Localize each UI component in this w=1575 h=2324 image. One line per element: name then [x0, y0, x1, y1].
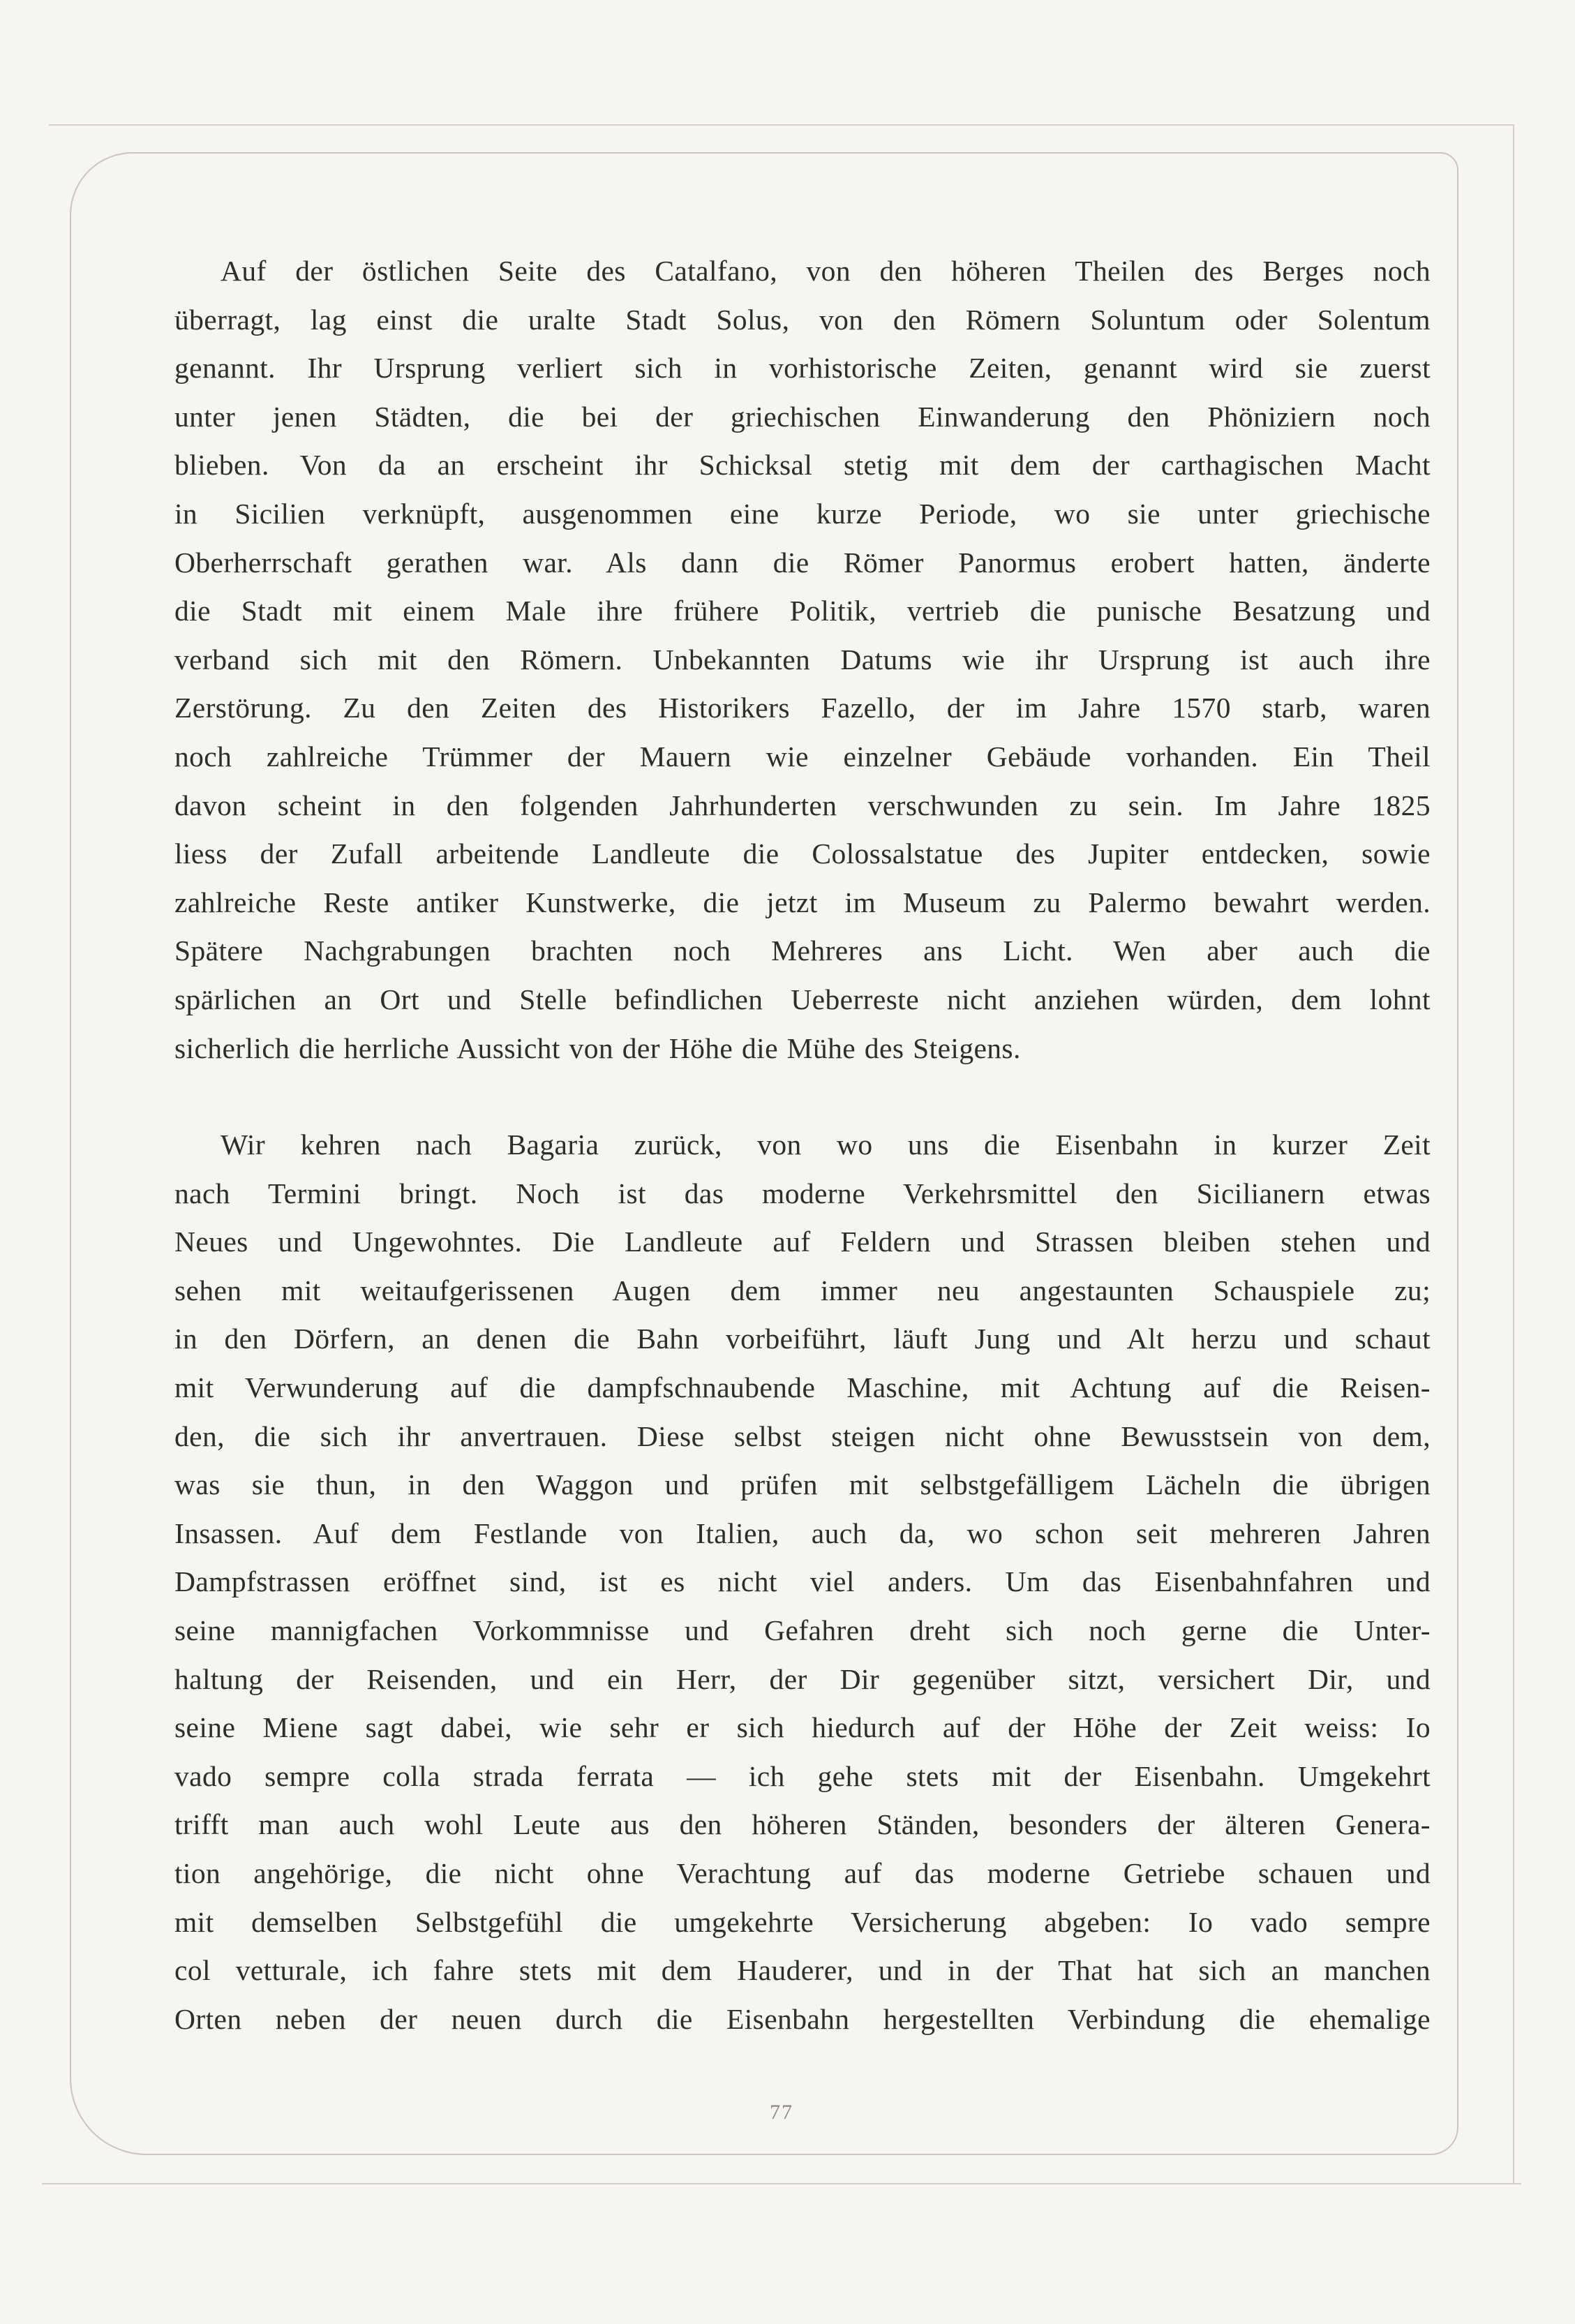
text-line: verband sich mit den Römern. Unbekannten Datums wie ihr Ursprung ist auch ihre — [174, 643, 1431, 676]
text-line: Dampfstrassen eröffnet sind, ist es nicht viel anders. Um das Eisenbahnfahren und — [174, 1565, 1431, 1598]
text-line: trifft man auch wohl Leute aus den höheren Ständen, besonders der älteren Genera- — [174, 1808, 1431, 1841]
text-line: seine mannigfachen Vorkommnisse und Gefahren dreht sich noch gerne die Unter- — [174, 1614, 1431, 1646]
text-line: Wir kehren nach Bagaria zurück, von wo uns die Eisenbahn in kurzer Zeit — [221, 1129, 1431, 1161]
text-line: liess der Zufall arbeitende Landleute die Colossalstatue des Jupiter entdecken, sowie — [174, 837, 1431, 870]
text-line: noch zahlreiche Trümmer der Mauern wie einzelner Gebäude vorhanden. Ein Theil — [174, 740, 1431, 773]
text-line: was sie thun, in den Waggon und prüfen mit selbstgefälligem Lächeln die übrigen — [174, 1468, 1431, 1501]
text-line: spärlichen an Ort und Stelle befindlichen Ueberreste nicht anziehen würden, dem lohnt — [174, 983, 1431, 1015]
page-number: 77 — [770, 2101, 793, 2124]
page-edge-top — [49, 124, 1514, 126]
text-line: Insassen. Auf dem Festlande von Italien, auch da, wo schon seit mehreren Jahren — [174, 1517, 1431, 1549]
text-line: davon scheint in den folgenden Jahrhunderten verschwunden zu sein. Im Jahre 1825 — [174, 789, 1431, 821]
text-line: genannt. Ihr Ursprung verliert sich in vorhistorische Zeiten, genannt wird sie zuerst — [174, 352, 1431, 385]
paragraph-solus — [174, 247, 1431, 1073]
text-line: Zerstörung. Zu den Zeiten des Historikers Fazello, der im Jahre 1570 starb, waren — [174, 692, 1431, 724]
text-line: in Sicilien verknüpft, ausgenommen eine kurze Periode, wo sie unter griechische — [174, 497, 1431, 530]
page-edge-bottom — [42, 2183, 1521, 2184]
text-line: Auf der östlichen Seite des Catalfano, von den höheren Theilen des Berges noch — [221, 255, 1431, 287]
text-line: Orten neben der neuen durch die Eisenbahn hergestellten Verbindung die ehemalige — [174, 2002, 1431, 2035]
text-line: haltung der Reisenden, und ein Herr, der Dir gegenüber sitzt, versichert Dir, und — [174, 1662, 1431, 1695]
page-edge-right — [1513, 124, 1514, 2183]
text-line: Neues und Ungewohntes. Die Landleute auf Feldern und Strassen bleiben stehen und — [174, 1226, 1431, 1258]
text-line: blieben. Von da an erscheint ihr Schicksal stetig mit dem der carthagischen Macht — [174, 449, 1431, 482]
text-line: den, die sich ihr anvertrauen. Diese selbst steigen nicht ohne Bewusstsein von dem, — [174, 1420, 1431, 1452]
text-line: die Stadt mit einem Male ihre frühere Politik, vertrieb die punische Besatzung und — [174, 595, 1431, 627]
text-line: nach Termini bringt. Noch ist das moderne Verkehrsmittel den Sicilianern etwas — [174, 1177, 1431, 1209]
text-line: Spätere Nachgrabungen brachten noch Mehreres ans Licht. Wen aber auch die — [174, 934, 1431, 967]
text-line: in den Dörfern, an denen die Bahn vorbeiführt, läuft Jung und Alt herzu und schaut — [174, 1323, 1431, 1355]
text-line: sehen mit weitaufgerissenen Augen dem immer neu angestaunten Schauspiele zu; — [174, 1274, 1431, 1306]
text-line: vado sempre colla strada ferrata — ich gehe stets mit der Eisenbahn. Umgekehrt — [174, 1759, 1431, 1792]
text-line: col vetturale, ich fahre stets mit dem Hauderer, und in der That hat sich an manchen — [174, 1954, 1431, 1987]
paragraph-railway — [174, 1121, 1431, 2043]
text-line: seine Miene sagt dabei, wie sehr er sich hiedurch auf der Höhe der Zeit weiss: Io — [174, 1711, 1431, 1744]
text-line: zahlreiche Reste antiker Kunstwerke, die jetzt im Museum zu Palermo bewahrt werden. — [174, 886, 1431, 918]
text-line: sicherlich die herrliche Aussicht von der Höhe die Mühe des Steigens. — [174, 1031, 1021, 1064]
text-line: tion angehörige, die nicht ohne Verachtung auf das moderne Getriebe schauen und — [174, 1856, 1431, 1889]
text-line: mit Verwunderung auf die dampfschnaubende Maschine, mit Achtung auf die Reisen- — [174, 1371, 1431, 1403]
text-line: Oberherrschaft gerathen war. Als dann die Römer Panormus erobert hatten, änderte — [174, 546, 1431, 579]
text-line: unter jenen Städten, die bei der griechischen Einwanderung den Phöniziern noch — [174, 400, 1431, 433]
text-line: überragt, lag einst die uralte Stadt Solus, von den Römern Soluntum oder Solentum — [174, 303, 1431, 336]
text-line: mit demselben Selbstgefühl die umgekehrte Versicherung abgeben: Io vado sempre — [174, 1905, 1431, 1938]
